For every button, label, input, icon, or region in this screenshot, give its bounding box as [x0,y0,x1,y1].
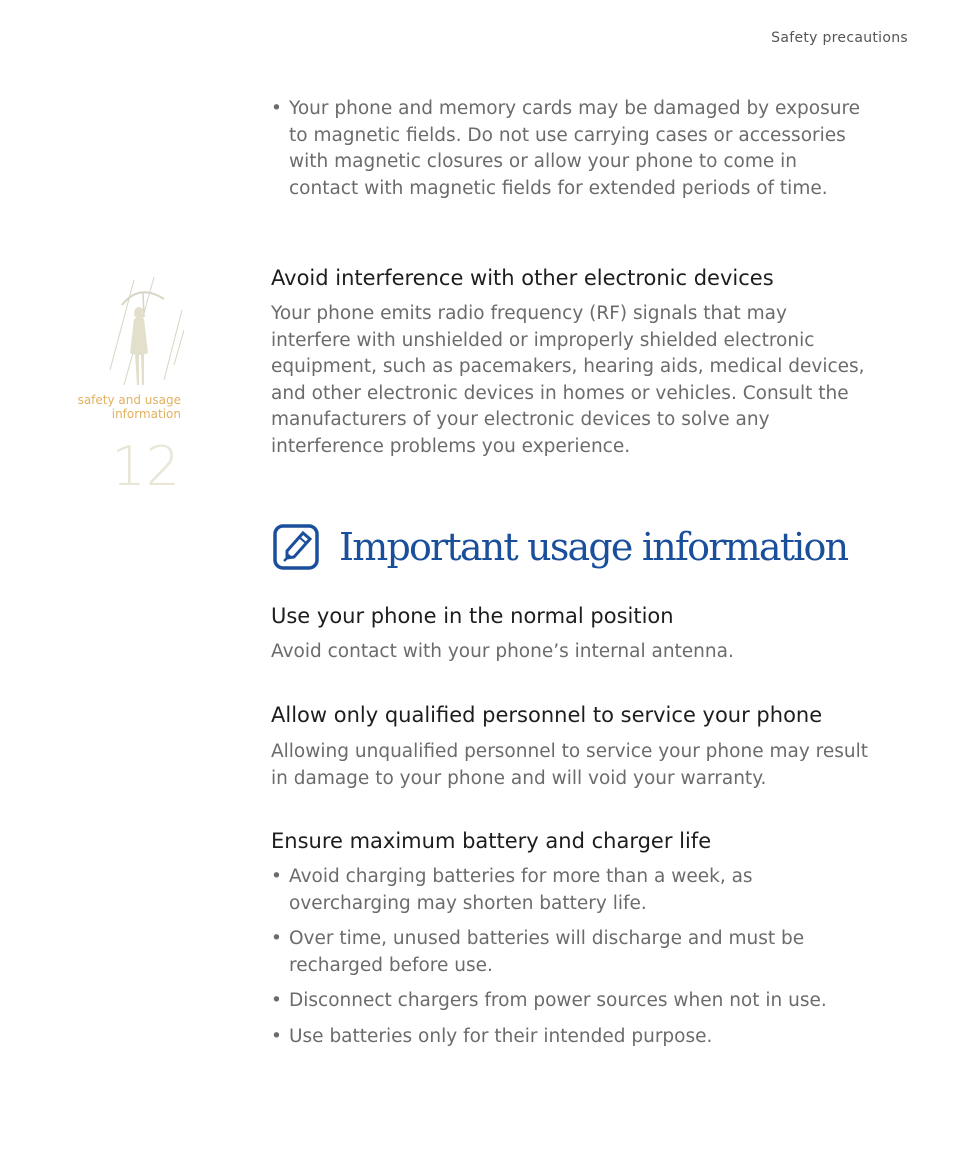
normal-position-body: Avoid contact with your phone’s internal antenna. [271,641,734,662]
woman-with-umbrella-illustration [104,275,184,390]
list-item: • Avoid charging batteries for more than a week, as overcharging may shorten battery life. [271,866,753,914]
list-item: • Use batteries only for their intended purpose. [271,1026,713,1047]
section-label: safety and usage information [77,393,181,421]
list-item: • Disconnect chargers from power sources when not in use. [271,990,827,1011]
battery-bullet-4 [271,1024,871,1051]
interference-body: Your phone emits radio frequency (RF) signals that may interfere with unshielded or improperly shielded electronic equipment, such as pacemakers, hearing aids, medical devices, and other electronic devices in homes or vehicles. Consult the manufacturers of your electronic devices to solve any interference problems you experience. [271,303,865,457]
bullet-text: Over time, unused batteries will discharge and must be recharged before use. [289,928,805,976]
bullet-text: Your phone and memory cards may be damaged by exposure to magnetic fields. Do not use carrying cases or accessories with magnetic closures or allow your phone to come in contact with magnetic fields for extended periods of time. [289,98,861,199]
battery-bullet-2 [271,926,871,979]
battery-bullet-list [271,864,871,917]
running-header: Safety precautions [771,30,908,46]
qualified-body: Allowing unqualified personnel to service your phone may result in damage to your phone and will void your warranty. [271,741,868,789]
section-title-row [273,524,847,570]
normal-position-heading: Use your phone in the normal position [271,604,674,628]
interference-heading: Avoid interference with other electronic devices [271,266,774,290]
intro-bullet-list [271,96,871,202]
section-title: Important usage information [339,525,848,569]
battery-heading: Ensure maximum battery and charger life [271,829,712,853]
list-item: • Your phone and memory cards may be damaged by exposure to magnetic fields. Do not use carrying cases or accessories with magnetic closures or allow your phone to come in contact with magnetic fields for extended periods of time. [271,98,861,199]
list-item: • Over time, unused batteries will discharge and must be recharged before use. [271,928,805,976]
note-pencil-icon [273,524,319,570]
page-number: 12 [111,435,180,498]
bullet-text: Use batteries only for their intended purpose. [289,1026,713,1047]
bullet-text: Disconnect chargers from power sources when not in use. [289,990,827,1011]
battery-bullet-3 [271,988,871,1015]
qualified-heading: Allow only qualified personnel to service your phone [271,703,823,727]
bullet-text: Avoid charging batteries for more than a week, as overcharging may shorten battery life. [289,866,753,914]
